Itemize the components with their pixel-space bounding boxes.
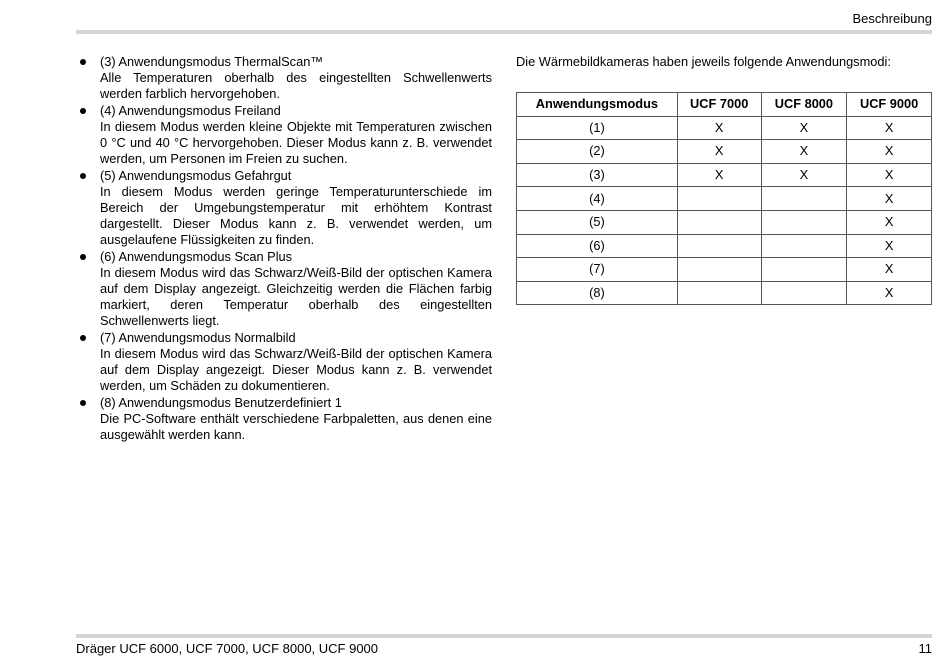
bullet-icon xyxy=(80,173,86,179)
column-header-ucf9000: UCF 9000 xyxy=(847,93,932,117)
table-cell xyxy=(677,187,761,211)
column-header-ucf8000: UCF 8000 xyxy=(761,93,847,117)
table-cell xyxy=(761,281,847,305)
table-cell: X xyxy=(761,116,847,140)
header-section-title: Beschreibung xyxy=(852,11,932,26)
table-header-row xyxy=(517,93,932,117)
table-cell: X xyxy=(761,140,847,164)
header-rule xyxy=(76,30,932,34)
table-row xyxy=(517,163,932,187)
table-row xyxy=(517,210,932,234)
table-cell xyxy=(677,258,761,282)
table-cell: (4) xyxy=(517,187,678,211)
bullet-icon xyxy=(80,59,86,65)
application-mode-table xyxy=(516,92,932,305)
table-cell xyxy=(677,210,761,234)
column-header-ucf7000: UCF 7000 xyxy=(677,93,761,117)
list-item-text: Die PC-Software enthält verschiedene Farbpaletten, aus denen eine ausgewählt werden kann. xyxy=(100,411,492,442)
list-item-title: (3) Anwendungsmodus ThermalScan™ xyxy=(100,54,324,69)
list-item xyxy=(76,103,492,167)
column-header-mode: Anwendungsmodus xyxy=(517,93,678,117)
table-cell: (3) xyxy=(517,163,678,187)
table-cell: X xyxy=(677,116,761,140)
table-row xyxy=(517,140,932,164)
table-cell: X xyxy=(677,140,761,164)
table-cell: (2) xyxy=(517,140,678,164)
table-row xyxy=(517,187,932,211)
list-item-title: (7) Anwendungsmodus Normalbild xyxy=(100,330,296,345)
table-cell xyxy=(761,258,847,282)
table-cell: (5) xyxy=(517,210,678,234)
table-cell: X xyxy=(761,163,847,187)
table-cell: X xyxy=(847,258,932,282)
table-cell: X xyxy=(847,116,932,140)
list-item xyxy=(76,249,492,329)
table-cell xyxy=(761,234,847,258)
table-cell: X xyxy=(847,210,932,234)
table-cell: X xyxy=(847,163,932,187)
footer-rule xyxy=(76,634,932,638)
list-item-text: In diesem Modus werden geringe Temperaturunterschiede im Bereich der Umgebungstemperatur mit erhöhtem Kontrast dargestellt. Dieser Modus kann z. B. verwendet werden, um ausgelaufene Flüssigkeiten zu finden. xyxy=(100,184,492,247)
list-item-text: Alle Temperaturen oberhalb des eingestellten Schwellenwerts werden farblich hervorgehoben. xyxy=(100,70,492,101)
table-cell: X xyxy=(847,187,932,211)
table-row xyxy=(517,116,932,140)
table-cell: X xyxy=(847,140,932,164)
list-item xyxy=(76,168,492,248)
list-item-title: (4) Anwendungsmodus Freiland xyxy=(100,103,281,118)
list-item-text: In diesem Modus wird das Schwarz/Weiß-Bild der optischen Kamera auf dem Display angezeigt. Gleichzeitig werden die Flächen farbig markiert, deren Temperatur oberhalb des eingestellten Schwellenwerts liegt. xyxy=(100,265,492,328)
mode-description-list xyxy=(76,54,492,443)
list-item-text: In diesem Modus wird das Schwarz/Weiß-Bild der optischen Kamera auf dem Display angezeigt. Dieser Modus kann z. B. verwendet werden, um Schäden zu dokumentieren. xyxy=(100,346,492,393)
bullet-icon xyxy=(80,335,86,341)
page-number: 11 xyxy=(918,641,932,656)
table-cell xyxy=(761,210,847,234)
table-cell xyxy=(761,187,847,211)
list-item-text: In diesem Modus werden kleine Objekte mit Temperaturen zwischen 0 °C und 40 °C hervorgehoben. Dieser Modus kann z. B. verwendet werden, um Personen im Freien zu suchen. xyxy=(100,119,492,166)
table-cell xyxy=(677,234,761,258)
list-item-title: (8) Anwendungsmodus Benutzerdefiniert 1 xyxy=(100,395,342,410)
table-intro: Die Wärmebildkameras haben jeweils folgende Anwendungsmodi: xyxy=(516,54,891,69)
table-cell: X xyxy=(677,163,761,187)
left-column xyxy=(76,54,492,444)
table-row xyxy=(517,258,932,282)
list-item-title: (6) Anwendungsmodus Scan Plus xyxy=(100,249,293,264)
table-cell: (8) xyxy=(517,281,678,305)
table-cell xyxy=(677,281,761,305)
table-row xyxy=(517,281,932,305)
footer-product-line: Dräger UCF 6000, UCF 7000, UCF 8000, UCF 9000 xyxy=(76,641,379,656)
list-item xyxy=(76,330,492,394)
bullet-icon xyxy=(80,108,86,114)
bullet-icon xyxy=(80,254,86,260)
right-column xyxy=(516,54,932,301)
list-item-title: (5) Anwendungsmodus Gefahrgut xyxy=(100,168,292,183)
table-row xyxy=(517,234,932,258)
list-item xyxy=(76,395,492,443)
table-cell: (6) xyxy=(517,234,678,258)
table-cell: X xyxy=(847,234,932,258)
table-cell: X xyxy=(847,281,932,305)
table-cell: (7) xyxy=(517,258,678,282)
table-cell: (1) xyxy=(517,116,678,140)
list-item xyxy=(76,54,492,102)
bullet-icon xyxy=(80,400,86,406)
